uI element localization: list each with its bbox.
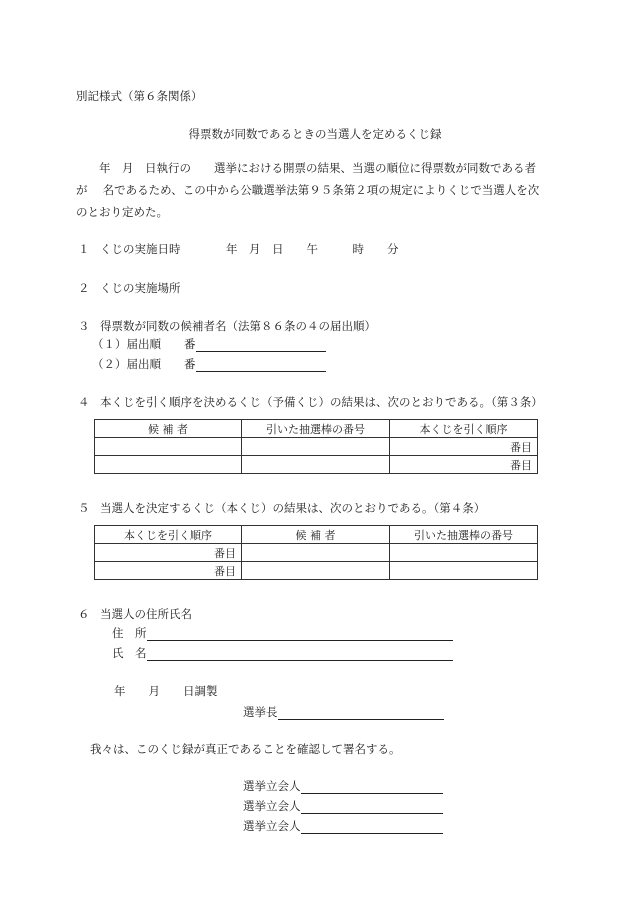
witness-label: 選挙立会人	[243, 819, 301, 833]
table-header-row	[95, 420, 538, 438]
witness-signature-2[interactable]	[243, 798, 443, 814]
table-cell[interactable]	[95, 456, 242, 474]
candidate-entry-2[interactable]	[92, 356, 326, 372]
table-cell[interactable]: 番目	[390, 456, 538, 474]
table-cell[interactable]	[242, 544, 390, 562]
chair-signature-line[interactable]	[278, 719, 444, 720]
intro-line-2: が 名であるため、この中から公職選挙法第９５条第２項の規定によりくじで当選人を次	[76, 183, 540, 197]
confirmation-statement: 我々は、このくじ録が真正であることを確認して署名する。	[90, 742, 401, 756]
intro-line-3: のとおり定めた。	[76, 205, 168, 219]
table-row	[95, 438, 538, 456]
section-5-number: ５	[78, 501, 90, 515]
form-header: 別記様式（第６条関係）	[76, 89, 203, 103]
table-cell[interactable]	[242, 456, 390, 474]
candidate-entry-1-line[interactable]	[196, 351, 326, 352]
table-row	[95, 456, 538, 474]
column-header: 本くじを引く順序	[95, 526, 242, 544]
main-draw-table	[94, 525, 538, 580]
candidate-entry-2-line[interactable]	[196, 371, 326, 372]
witness-signature-1[interactable]	[243, 778, 443, 794]
preliminary-draw-table	[94, 419, 538, 474]
page-title: 得票数が同数であるときの当選人を定めるくじ録	[188, 127, 442, 141]
address-line[interactable]	[147, 640, 453, 641]
section-4-number: ４	[78, 395, 90, 409]
table-cell[interactable]: 番目	[95, 562, 242, 580]
column-header: 引いた抽選棒の番号	[242, 420, 390, 438]
section-2-number: ２	[78, 281, 90, 295]
section-1-datetime: 年 月 日 午 時 分	[226, 242, 399, 256]
witness-line[interactable]	[301, 813, 443, 814]
name-line[interactable]	[147, 660, 453, 661]
table-cell[interactable]	[242, 562, 390, 580]
name-label: 氏 名	[112, 646, 147, 660]
table-cell[interactable]: 番目	[390, 438, 538, 456]
chair-signature[interactable]	[243, 704, 444, 720]
candidate-entry-1-label: （１）届出順 番	[92, 337, 196, 351]
table-cell[interactable]: 番目	[95, 544, 242, 562]
intro-line-1: 年 月 日執行の 選挙における開票の結果、当選の順位に得票数が同数である者	[99, 161, 536, 175]
table-header-row	[95, 526, 538, 544]
table-cell[interactable]	[242, 438, 390, 456]
section-4-label: 本くじを引く順序を決めるくじ（予備くじ）の結果は、次のとおりである。（第３条）	[100, 395, 543, 409]
witness-label: 選挙立会人	[243, 779, 301, 793]
address-label: 住 所	[112, 626, 147, 640]
name-field[interactable]	[112, 645, 453, 661]
section-6-number: ６	[78, 607, 90, 621]
candidate-entry-2-label: （２）届出順 番	[92, 357, 196, 371]
section-6-label: 当選人の住所氏名	[100, 607, 192, 621]
table-cell[interactable]	[390, 562, 538, 580]
table-row	[95, 544, 538, 562]
table-cell[interactable]	[95, 438, 242, 456]
section-2-label: くじの実施場所	[100, 281, 181, 295]
column-header: 候 補 者	[242, 526, 390, 544]
table-row	[95, 562, 538, 580]
section-3-label: 得票数が同数の候補者名（法第８６条の４の届出順）	[100, 319, 376, 333]
column-header: 本くじを引く順序	[390, 420, 538, 438]
section-1-label: くじの実施日時	[100, 242, 181, 256]
address-field[interactable]	[112, 625, 453, 641]
column-header: 候 補 者	[95, 420, 242, 438]
candidate-entry-1[interactable]	[92, 336, 326, 352]
section-3-number: ３	[78, 319, 90, 333]
witness-signature-3[interactable]	[243, 818, 443, 834]
table-cell[interactable]	[390, 544, 538, 562]
witness-line[interactable]	[301, 833, 443, 834]
witness-label: 選挙立会人	[243, 799, 301, 813]
section-1-number: １	[78, 242, 90, 256]
section-5-label: 当選人を決定するくじ（本くじ）の結果は、次のとおりである。（第４条）	[100, 501, 486, 515]
chair-label: 選挙長	[243, 705, 278, 719]
column-header: 引いた抽選棒の番号	[390, 526, 538, 544]
prepared-date: 年 月 日調製	[114, 684, 218, 698]
witness-line[interactable]	[301, 793, 443, 794]
